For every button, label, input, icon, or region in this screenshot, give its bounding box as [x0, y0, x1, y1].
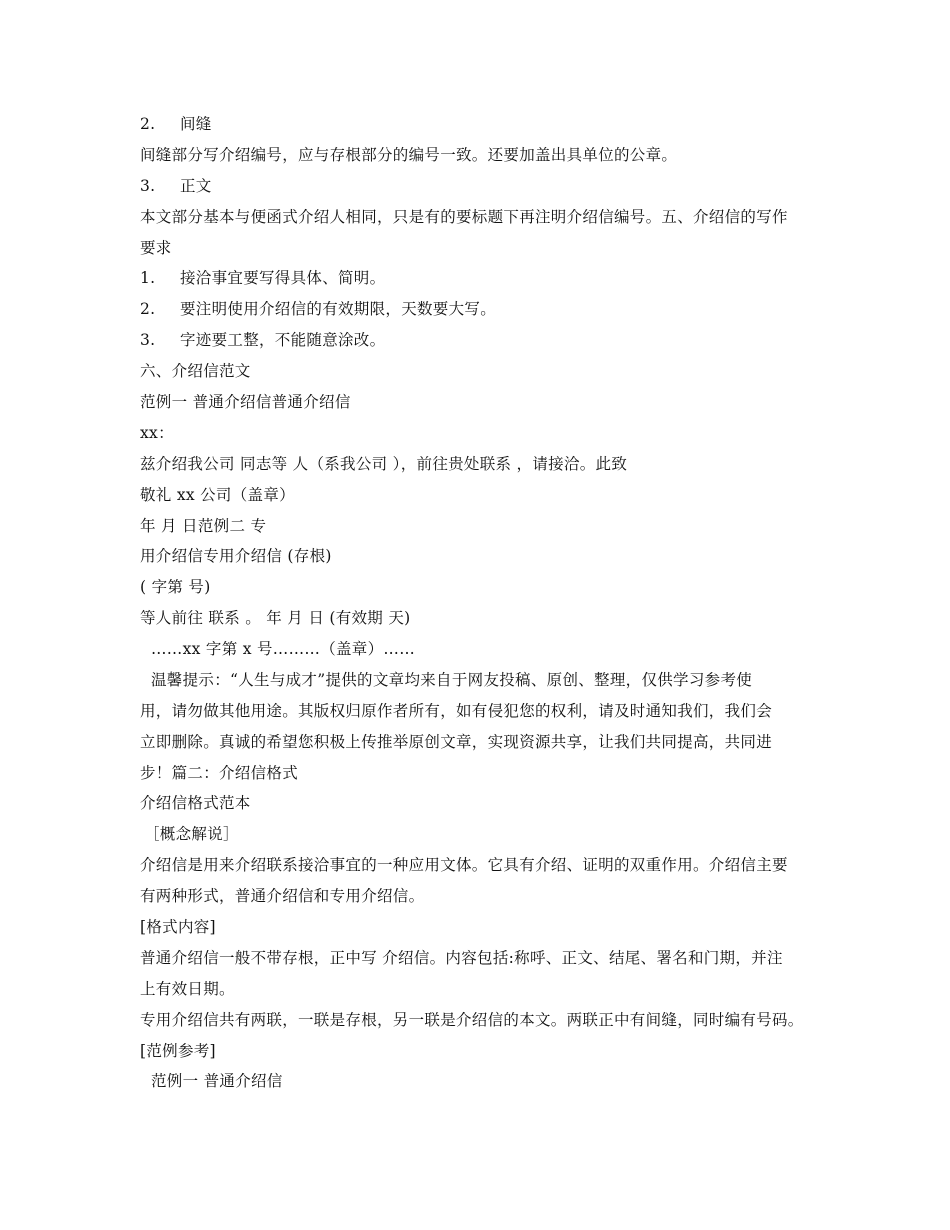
section-heading-jianfeng — [140, 114, 212, 134]
line-text: 正文 — [180, 177, 212, 195]
section-heading: [格式内容] — [140, 918, 216, 936]
paragraph-line: 等人前往 联系 。 年 月 日 (有效期 天) — [140, 609, 411, 627]
salutation: xx： — [140, 424, 174, 442]
section-heading: [范例参考] — [140, 1042, 216, 1060]
paragraph-line: 年 月 日范例二 专 — [140, 517, 267, 535]
list-item — [140, 268, 385, 288]
paragraph-line: 有两种形式，普通介绍信和专用介绍信。 — [140, 887, 425, 905]
paragraph-line: 普通介绍信一般不带存根，正中写 介绍信。内容包括:称呼、正文、结尾、署名和门期，并注 — [140, 949, 783, 967]
section-heading: ［概念解说］ — [144, 825, 239, 843]
section-heading: 六、介绍信范文 — [140, 362, 251, 380]
line-text: 要注明使用介绍信的有效期限，天数要大写。 — [180, 300, 497, 318]
paragraph-line: ……xx 字第 x 号………（盖章）…… — [151, 640, 416, 658]
document-title: 介绍信格式范本 — [140, 794, 251, 812]
paragraph-line: 要求 — [140, 239, 172, 257]
notice-line: 立即删除。真诚的希望您积极上传推举原创文章，实现资源共享，让我们共同提高，共同进 — [140, 733, 773, 751]
paragraph-line: ( 字第 号) — [140, 578, 211, 596]
list-item — [140, 299, 496, 319]
paragraph-line: 本文部分基本与便函式介绍人相同，只是有的要标题下再注明介绍信编号。五、介绍信的写作 — [140, 208, 788, 226]
paragraph-line: 用介绍信专用介绍信 (存根) — [140, 547, 332, 565]
paragraph-line: 上有效日期。 — [140, 980, 235, 998]
notice-line: 步！篇二：介绍信格式 — [140, 764, 299, 782]
list-number: 1. — [140, 269, 156, 287]
section-heading-zhengwen — [140, 176, 212, 196]
paragraph-line: 间缝部分写介绍编号，应与存根部分的编号一致。还要加盖出具单位的公章。 — [140, 146, 678, 164]
list-number: 2. — [140, 115, 156, 133]
line-text: 间缝 — [180, 115, 212, 133]
example-title: 范例一 普通介绍信普通介绍信 — [140, 393, 351, 411]
notice-line: 用，请勿做其他用途。其版权归原作者所有，如有侵犯您的权利，请及时通知我们，我们会 — [140, 702, 773, 720]
example-title: 范例一 普通介绍信 — [151, 1072, 283, 1090]
notice-line: 温馨提示：“人生与成才”提供的文章均来自于网友投稿、原创、整理，仅供学习参考使 — [151, 671, 753, 689]
paragraph-line: 介绍信是用来介绍联系接洽事宜的一种应用文体。它具有介绍、证明的双重作用。介绍信主要 — [140, 856, 788, 874]
list-number: 2. — [140, 300, 156, 318]
line-text: 接洽事宜要写得具体、简明。 — [180, 269, 386, 287]
list-item — [140, 330, 385, 350]
line-text: 字迹要工整，不能随意涂改。 — [180, 331, 386, 349]
list-number: 3. — [140, 331, 156, 349]
list-number: 3. — [140, 177, 156, 195]
paragraph-line: 专用介绍信共有两联，一联是存根，另一联是介绍信的本文。两联正中有间缝，同时编有号码。 — [140, 1011, 804, 1029]
paragraph-line: 兹介绍我公司 同志等 人（系我公司 ），前往贵处联系 ，请接洽。此致 — [140, 455, 628, 473]
paragraph-line: 敬礼 xx 公司（盖章） — [140, 486, 295, 504]
